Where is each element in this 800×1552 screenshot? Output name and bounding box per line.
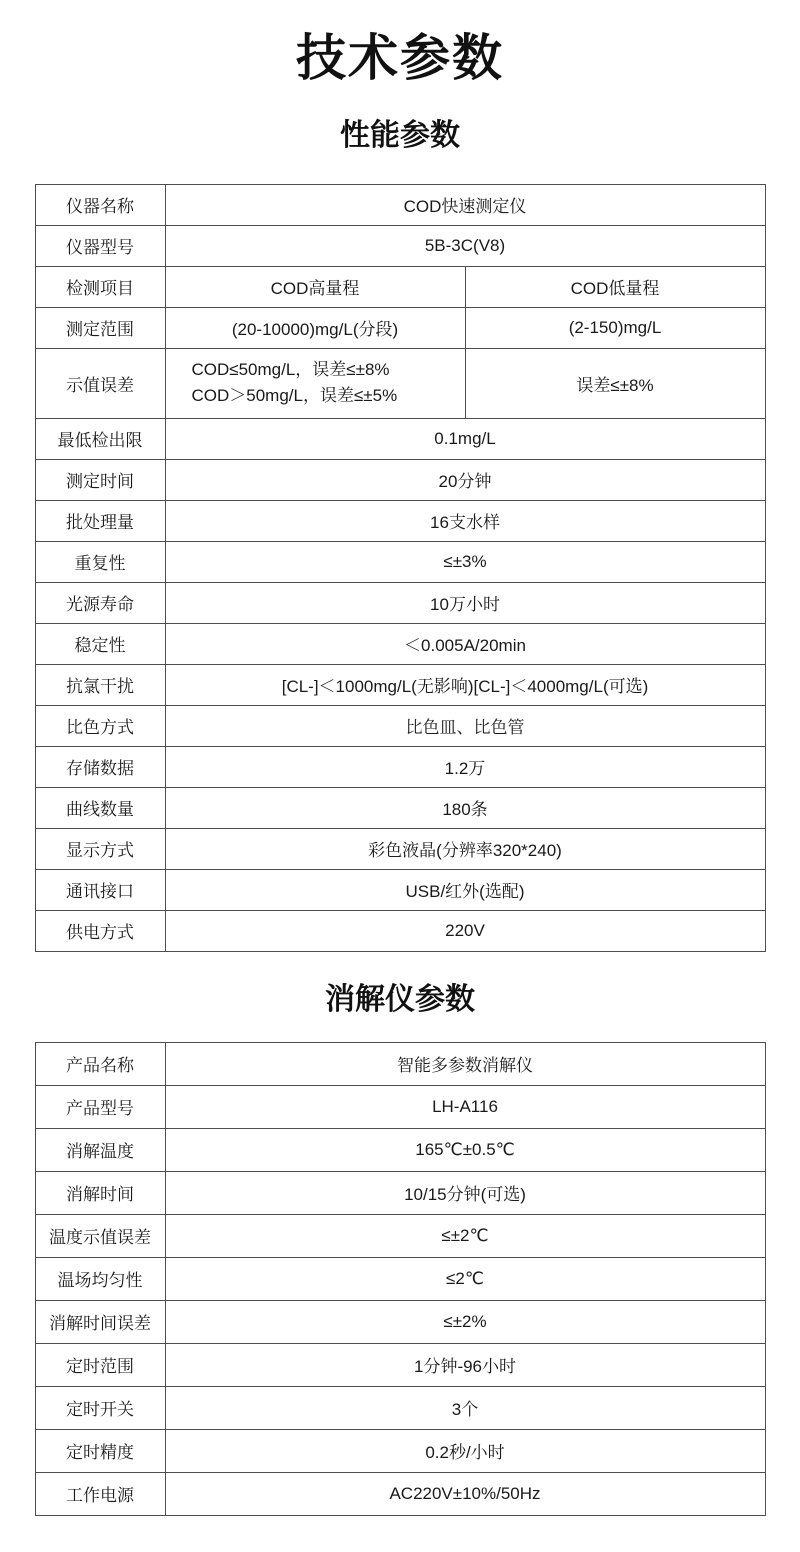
table-row [35, 1472, 765, 1515]
row-label: 消解时间误差 [35, 1300, 165, 1343]
table-row [35, 307, 765, 348]
row-value: 180条 [165, 787, 765, 828]
table-row [35, 1257, 765, 1300]
row-value: 20分钟 [165, 459, 765, 500]
table-row [35, 1386, 765, 1429]
row-value: ＜0.005A/20min [165, 623, 765, 664]
table-row [35, 541, 765, 582]
row-value: 1.2万 [165, 746, 765, 787]
row-value: 比色皿、比色管 [165, 705, 765, 746]
table-row [35, 1214, 765, 1257]
table-row [35, 266, 765, 307]
table-row [35, 1128, 765, 1171]
row-label: 消解温度 [35, 1128, 165, 1171]
row-value: COD高量程 [165, 266, 465, 307]
row-label: 仪器名称 [35, 184, 165, 225]
row-label: 重复性 [35, 541, 165, 582]
row-value: 5B-3C(V8) [165, 225, 765, 266]
row-value: 误差≤±8% [465, 348, 765, 418]
row-label: 批处理量 [35, 500, 165, 541]
performance-parameters-table [35, 184, 766, 952]
table-row [35, 705, 765, 746]
row-label: 存储数据 [35, 746, 165, 787]
table-row [35, 1300, 765, 1343]
table-row [35, 184, 765, 225]
table-row [35, 828, 765, 869]
row-value-line: COD＞50mg/L，误差≤±5% [191, 386, 398, 405]
row-value: LH-A116 [165, 1085, 765, 1128]
row-label: 温场均匀性 [35, 1257, 165, 1300]
row-value: (2-150)mg/L [465, 307, 765, 348]
row-value: 智能多参数消解仪 [165, 1042, 765, 1085]
row-label: 消解时间 [35, 1171, 165, 1214]
row-value: 3个 [165, 1386, 765, 1429]
section-heading-digester: 消解仪参数 [325, 982, 475, 1016]
page-title: 技术参数 [296, 30, 504, 86]
table-row [35, 225, 765, 266]
table-row [35, 418, 765, 459]
table-row [35, 910, 765, 951]
row-label: 产品名称 [35, 1042, 165, 1085]
row-value: USB/红外(选配) [165, 869, 765, 910]
row-value-line: COD≤50mg/L，误差≤±8% [191, 359, 390, 379]
row-label: 工作电源 [35, 1472, 165, 1515]
row-label: 检测项目 [35, 266, 165, 307]
table-row [35, 1429, 765, 1472]
table-row [35, 869, 765, 910]
row-value: ≤±3% [165, 541, 765, 582]
row-label: 抗氯干扰 [35, 664, 165, 705]
table-row [35, 459, 765, 500]
row-value: 10万小时 [165, 582, 765, 623]
table-row [35, 664, 765, 705]
row-value: 220V [165, 910, 765, 951]
row-label: 定时开关 [35, 1386, 165, 1429]
row-value: AC220V±10%/50Hz [165, 1472, 765, 1515]
table-row [35, 787, 765, 828]
table-row [35, 1343, 765, 1386]
row-value: 1分钟-96小时 [165, 1343, 765, 1386]
row-label: 测定范围 [35, 307, 165, 348]
row-label: 示值误差 [35, 348, 165, 418]
table-row [35, 1085, 765, 1128]
row-label: 定时精度 [35, 1429, 165, 1472]
row-value: 0.2秒/小时 [165, 1429, 765, 1472]
row-value: ≤2℃ [165, 1257, 765, 1300]
row-label: 温度示值误差 [35, 1214, 165, 1257]
row-label: 曲线数量 [35, 787, 165, 828]
row-label: 最低检出限 [35, 418, 165, 459]
row-value: 10/15分钟(可选) [165, 1171, 765, 1214]
row-label: 定时范围 [35, 1343, 165, 1386]
row-value: COD低量程 [465, 266, 765, 307]
table-row [35, 500, 765, 541]
row-value: ≤±2℃ [165, 1214, 765, 1257]
row-label: 光源寿命 [35, 582, 165, 623]
section-heading-performance: 性能参数 [340, 118, 460, 152]
row-value: 彩色液晶(分辨率320*240) [165, 828, 765, 869]
row-value: 0.1mg/L [165, 418, 765, 459]
row-value: (20-10000)mg/L(分段) [165, 307, 465, 348]
row-label: 产品型号 [35, 1085, 165, 1128]
table-row [35, 348, 765, 418]
row-label: 测定时间 [35, 459, 165, 500]
row-value: [CL-]＜1000mg/L(无影响)[CL-]＜4000mg/L(可选) [165, 664, 765, 705]
row-label: 仪器型号 [35, 225, 165, 266]
row-label: 比色方式 [35, 705, 165, 746]
row-value: 16支水样 [165, 500, 765, 541]
row-label: 供电方式 [35, 910, 165, 951]
row-value: COD快速测定仪 [165, 184, 765, 225]
digester-parameters-table [35, 1042, 766, 1516]
row-label: 稳定性 [35, 623, 165, 664]
row-label: 显示方式 [35, 828, 165, 869]
row-value: ≤±2% [165, 1300, 765, 1343]
table-row [35, 1042, 765, 1085]
row-value [165, 348, 465, 418]
table-row [35, 623, 765, 664]
row-label: 通讯接口 [35, 869, 165, 910]
table-row [35, 746, 765, 787]
table-row [35, 582, 765, 623]
table-row [35, 1171, 765, 1214]
row-value: 165℃±0.5℃ [165, 1128, 765, 1171]
